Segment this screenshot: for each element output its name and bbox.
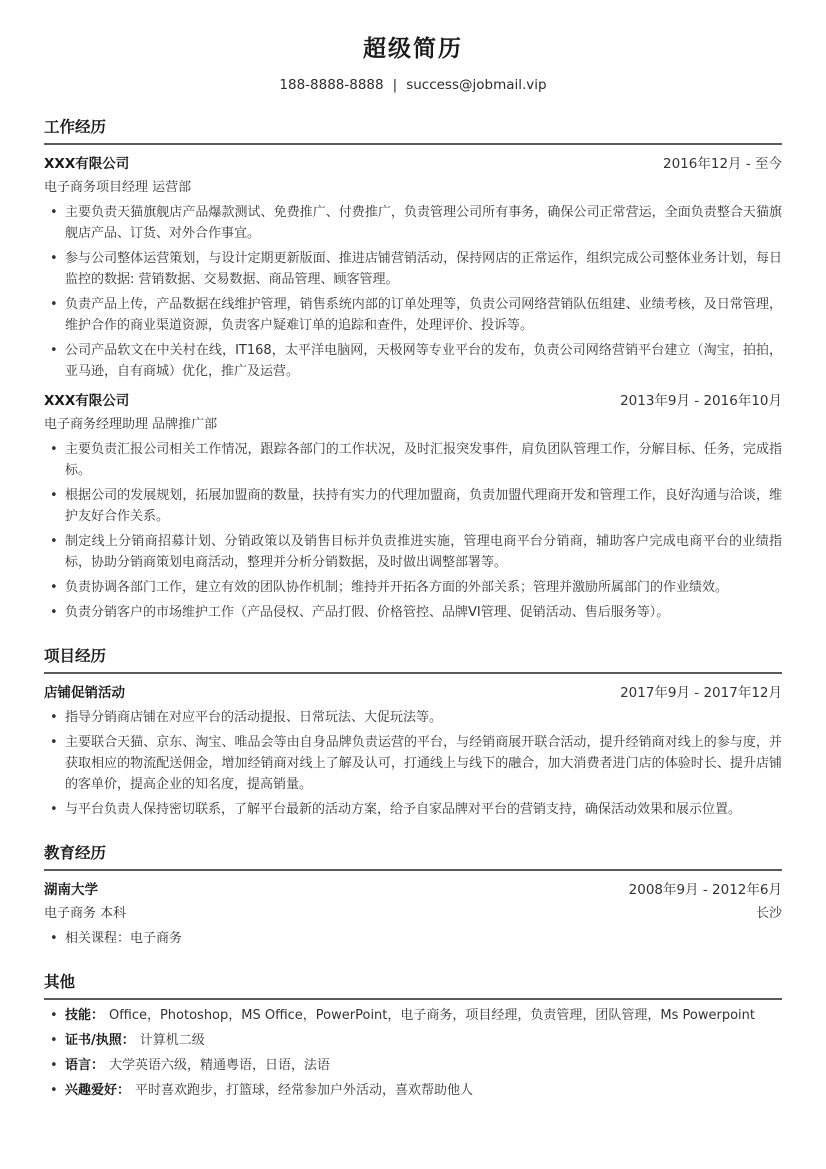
contact-line bbox=[44, 76, 782, 94]
project-name: 店铺促销活动 bbox=[44, 685, 125, 701]
other-item-skills bbox=[44, 1005, 782, 1026]
date-range: 2017年9月 - 2017年12月 bbox=[620, 685, 782, 701]
other-item-hobbies bbox=[44, 1080, 782, 1101]
entry-header bbox=[44, 881, 782, 899]
work-entry-1 bbox=[44, 155, 782, 382]
bullet-text: 公司产品软文在中关村在线，IT168，太平洋电脑网，天极网等专业平台的发布，负责公司网络营销平台建立（淘宝，拍拍，亚马逊，自有商城）优化，推广及运营。 bbox=[65, 343, 782, 379]
section-heading-work: 工作经历 bbox=[44, 119, 782, 145]
date-range: 2013年9月 - 2016年10月 bbox=[620, 393, 782, 409]
bullet-dot-icon: • bbox=[50, 442, 58, 457]
section-heading-project: 项目经历 bbox=[44, 648, 782, 674]
other-item-value: Office，Photoshop，MS Office，PowerPoint，电子商务，项目经理，负责管理，团队管理，Ms Powerpoint bbox=[109, 1008, 755, 1023]
bullet-text: 指导分销商店铺在对应平台的活动提报、日常玩法、大促玩法等。 bbox=[65, 710, 443, 725]
bullet-text: 主要联合天猫、京东、淘宝、唯品会等由自身品牌负责运营的平台，与经销商展开联合活动，提升经销商对线上的参与度，并获取相应的物流配送佣金，增加经销商对线上了解及认可，打通线上与线下的融合，加大消费者进门店的体验时长、提升店铺的客单价，提高企业的知名度，提高销量。 bbox=[65, 735, 782, 792]
other-item-languages bbox=[44, 1055, 782, 1076]
bullet-text: 参与公司整体运营策划，与设计定期更新版面、推进店铺营销活动，保持网店的正常运作，组织完成公司整体业务计划，每日监控的数据: 营销数据、交易数据、商品管理、顾客管理。 bbox=[65, 251, 782, 287]
other-item-content bbox=[65, 1030, 782, 1051]
bullet-text: 主要负责天猫旗舰店产品爆款测试、免费推广、付费推广，负责管理公司所有事务，确保公司正常营运，全面负责整合天猫旗舰店产品、订货、对外合作事宜。 bbox=[65, 205, 782, 241]
entry-subheader bbox=[44, 905, 782, 923]
bullet-dot-icon: • bbox=[50, 1083, 58, 1098]
bullet-item bbox=[44, 707, 782, 728]
bullet-item bbox=[44, 340, 782, 382]
bullet-item bbox=[44, 202, 782, 244]
bullet-item bbox=[44, 602, 782, 623]
bullet-dot-icon: • bbox=[50, 1033, 58, 1048]
other-item-label: 语言： bbox=[65, 1058, 105, 1073]
date-range: 2016年12月 - 至今 bbox=[663, 156, 782, 172]
bullet-text: 与平台负责人保持密切联系，了解平台最新的活动方案，给予自家品牌对平台的营销支持，确保活动效果和展示位置。 bbox=[65, 802, 742, 817]
section-project bbox=[44, 648, 782, 820]
bullet-item bbox=[44, 577, 782, 598]
section-heading-education: 教育经历 bbox=[44, 845, 782, 871]
bullet-dot-icon: • bbox=[50, 297, 58, 312]
bullet-item bbox=[44, 928, 782, 949]
entry-header bbox=[44, 684, 782, 702]
bullet-dot-icon: • bbox=[50, 343, 58, 358]
school-name: 湖南大学 bbox=[44, 882, 98, 898]
phone-number: 188-8888-8888 bbox=[279, 77, 384, 93]
other-item-value: 大学英语六级，精通粤语，日语，法语 bbox=[109, 1058, 331, 1073]
bullet-dot-icon: • bbox=[50, 1008, 58, 1023]
bullet-item bbox=[44, 294, 782, 336]
bullet-item bbox=[44, 799, 782, 820]
bullet-dot-icon: • bbox=[50, 580, 58, 595]
bullet-dot-icon: • bbox=[50, 488, 58, 503]
bullet-item bbox=[44, 531, 782, 573]
bullet-text: 相关课程：电子商务 bbox=[65, 931, 183, 946]
entry-header bbox=[44, 392, 782, 410]
work-entry-2 bbox=[44, 392, 782, 623]
section-other bbox=[44, 974, 782, 1101]
bullet-dot-icon: • bbox=[50, 534, 58, 549]
other-item-content bbox=[65, 1080, 782, 1101]
bullet-dot-icon: • bbox=[50, 735, 58, 750]
bullet-dot-icon: • bbox=[50, 1058, 58, 1073]
bullet-item bbox=[44, 248, 782, 290]
entry-header bbox=[44, 155, 782, 173]
section-education bbox=[44, 845, 782, 949]
other-item-label: 证书/执照： bbox=[65, 1033, 135, 1048]
date-range: 2008年9月 - 2012年6月 bbox=[628, 882, 782, 898]
bullet-list bbox=[44, 928, 782, 949]
job-title: 电子商务项目经理 运营部 bbox=[44, 180, 192, 195]
company-name: XXX有限公司 bbox=[44, 393, 130, 409]
bullet-item bbox=[44, 439, 782, 481]
company-name: XXX有限公司 bbox=[44, 156, 130, 172]
bullet-text: 制定线上分销商招募计划、分销政策以及销售目标并负责推进实施，管理电商平台分销商，辅助客户完成电商平台的业绩指标，协助分销商策划电商活动，整理并分析分销数据，及时做出调整部署等。 bbox=[65, 534, 782, 570]
other-item-value: 平时喜欢跑步，打篮球，经常参加户外活动，喜欢帮助他人 bbox=[135, 1083, 474, 1098]
bullet-text: 主要负责汇报公司相关工作情况，跟踪各部门的工作状况，及时汇报突发事件，肩负团队管理工作，分解目标、任务，完成指标。 bbox=[65, 442, 782, 478]
bullet-dot-icon: • bbox=[50, 205, 58, 220]
bullet-dot-icon: • bbox=[50, 931, 58, 946]
email-address: success@jobmail.vip bbox=[406, 77, 547, 93]
section-work bbox=[44, 119, 782, 623]
entry-subheader bbox=[44, 179, 782, 197]
other-item-value: 计算机二级 bbox=[139, 1033, 205, 1048]
bullet-item bbox=[44, 732, 782, 795]
bullet-text: 负责分销客户的市场维护工作（产品侵权、产品打假、价格管控、品牌VI管理、促销活动、售后服务等）。 bbox=[65, 605, 670, 620]
resume-title: 超级简历 bbox=[363, 36, 463, 62]
bullet-dot-icon: • bbox=[50, 605, 58, 620]
other-item-content bbox=[65, 1055, 782, 1076]
bullet-dot-icon: • bbox=[50, 802, 58, 817]
education-entry bbox=[44, 881, 782, 949]
school-location: 长沙 bbox=[755, 906, 782, 921]
bullet-dot-icon: • bbox=[50, 710, 58, 725]
bullet-list bbox=[44, 202, 782, 382]
degree-major: 电子商务 本科 bbox=[44, 906, 127, 921]
other-item-content bbox=[65, 1005, 782, 1026]
other-item-label: 技能： bbox=[65, 1008, 105, 1023]
job-title: 电子商务经理助理 品牌推广部 bbox=[44, 417, 218, 432]
bullet-text: 负责协调各部门工作，建立有效的团队协作机制；维持并开拓各方面的外部关系；管理并激励所属部门的作业绩效。 bbox=[65, 580, 729, 595]
other-list bbox=[44, 1005, 782, 1101]
bullet-text: 负责产品上传，产品数据在线维护管理，销售系统内部的订单处理等，负责公司网络营销队伍组建、业绩考核，及日常管理，维护合作的商业渠道资源，负责客户疑难订单的追踪和查件，处理评价、投诉等。 bbox=[65, 297, 782, 333]
bullet-list bbox=[44, 707, 782, 820]
contact-separator: | bbox=[392, 77, 398, 93]
bullet-list bbox=[44, 439, 782, 623]
bullet-item bbox=[44, 485, 782, 527]
bullet-dot-icon: • bbox=[50, 251, 58, 266]
other-item-label: 兴趣爱好： bbox=[65, 1083, 131, 1098]
section-heading-other: 其他 bbox=[44, 974, 782, 1000]
other-item-certificates bbox=[44, 1030, 782, 1051]
entry-subheader bbox=[44, 416, 782, 434]
bullet-text: 根据公司的发展规划，拓展加盟商的数量，扶持有实力的代理加盟商，负责加盟代理商开发和管理工作，良好沟通与洽谈，维护友好合作关系。 bbox=[65, 488, 782, 524]
project-entry bbox=[44, 684, 782, 820]
